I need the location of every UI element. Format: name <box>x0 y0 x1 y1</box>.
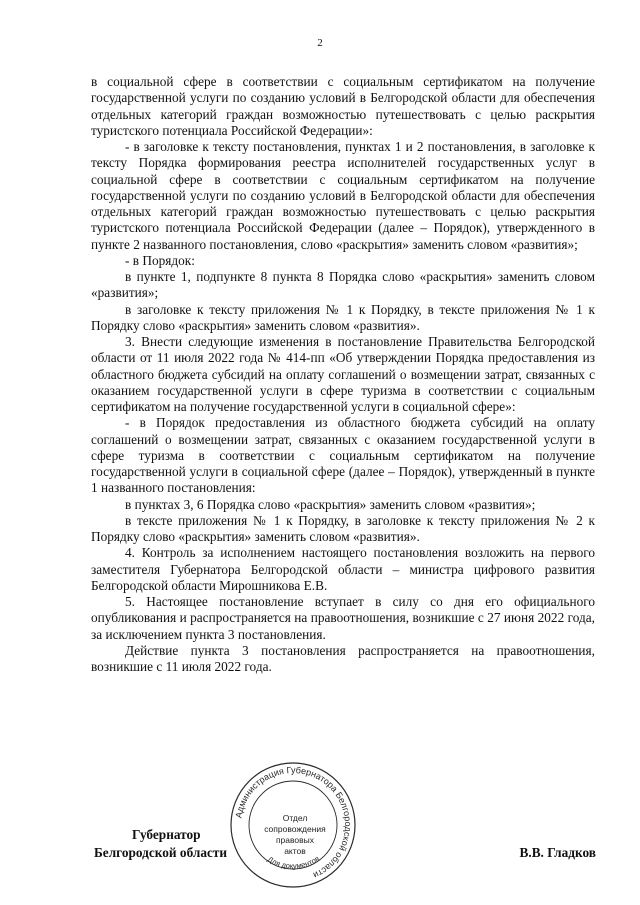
signatory-name: В.В. Гладков <box>519 845 596 860</box>
document-body <box>91 74 595 675</box>
paragraph: 5. Настоящее постановление вступает в силу со дня его официального опубликования и распространяется на правоотношения, возникшие с 27 июня 2022 года, за исключением пункта 3 постановления. <box>91 594 595 642</box>
stamp-center-line: Отдел <box>282 813 308 823</box>
paragraph: - в заголовке к тексту постановления, пунктах 1 и 2 постановления, в заголовке к тексту Порядка формирования реестра исполнителей государственных услуг в социальной сфере в соответствии с социальным сертификатом на получение государственной услуги по созданию условий в Белгородской области для обеспечения отдельных категорий граждан возможностью путешествовать с целью раскрытия туристского потенциала Российской Федерации (далее – Порядок), утвержденного в пункте 2 названного постановления, слово «раскрытия» заменить словом «развития»; <box>91 139 595 252</box>
paragraph: в пунктах 3, 6 Порядка слово «раскрытия» заменить словом «развития»; <box>125 496 536 512</box>
page-number: 2 <box>317 37 323 49</box>
stamp-ring-text: Администрация Губернатора Белгородской области <box>233 764 354 881</box>
paragraph: 4. Контроль за исполнением настоящего постановления возложить на первого заместителя Губернатора Белгородской области – министра цифрового развития Белгородской области Мирошникова Е.В. <box>91 545 595 593</box>
signature-title-line2: Белгородской области <box>94 845 228 860</box>
paragraph: в заголовке к тексту приложения № 1 к Порядку, в тексте приложения № 1 к Порядку слово «раскрытия» заменить словом «развития». <box>91 301 595 333</box>
paragraph: 3. Внести следующие изменения в постановление Правительства Белгородской области от 11 июля 2022 года № 414-пп «Об утверждении Порядка предоставления из областного бюджета субсидий на оплату соглашений о возмещении затрат, связанных с оказанием государственной услуги в сфере туризма в соответствии с социальным сертификатом на получение государственной услуги в социальной сфере»: <box>91 334 595 414</box>
stamp-bottom-text: Для документов <box>265 853 322 871</box>
stamp-center-text <box>260 813 330 857</box>
paragraph: в социальной сфере в соответствии с социальным сертификатом на получение государственной услуги по созданию условий в Белгородской области для обеспечения отдельных категорий граждан возможностью путешествовать с целью раскрытия туристского потенциала Российской Федерации»: <box>91 74 595 138</box>
paragraph: - в Порядок предоставления из областного бюджета субсидий на оплату соглашений о возмещении затрат, связанных с оказанием государственной услуги в сфере туризма в соответствии с социальным сертификатом на получение государственной услуги в социальной сфере (далее – Порядок), утвержденный в пункте 1 названного постановления: <box>91 415 595 496</box>
signature-title-line1: Губернатор <box>132 827 201 842</box>
paragraph: Действие пункта 3 постановления распространяется на правоотношения, возникшие с 11 июля 2022 года. <box>91 642 595 674</box>
stamp-center-line: сопровождения <box>264 824 326 834</box>
paragraph: в тексте приложения № 1 к Порядку, в заголовке к тексту приложения № 2 к Порядку слово «раскрытия» заменить словом «развития». <box>91 512 595 544</box>
paragraph: - в Порядок: <box>125 252 195 268</box>
stamp-center-line: правовых <box>275 835 315 845</box>
paragraph: в пункте 1, подпункте 8 пункта 8 Порядка слово «раскрытия» заменить словом «развития»; <box>91 269 595 301</box>
stamp-center-line: актов <box>284 846 306 856</box>
